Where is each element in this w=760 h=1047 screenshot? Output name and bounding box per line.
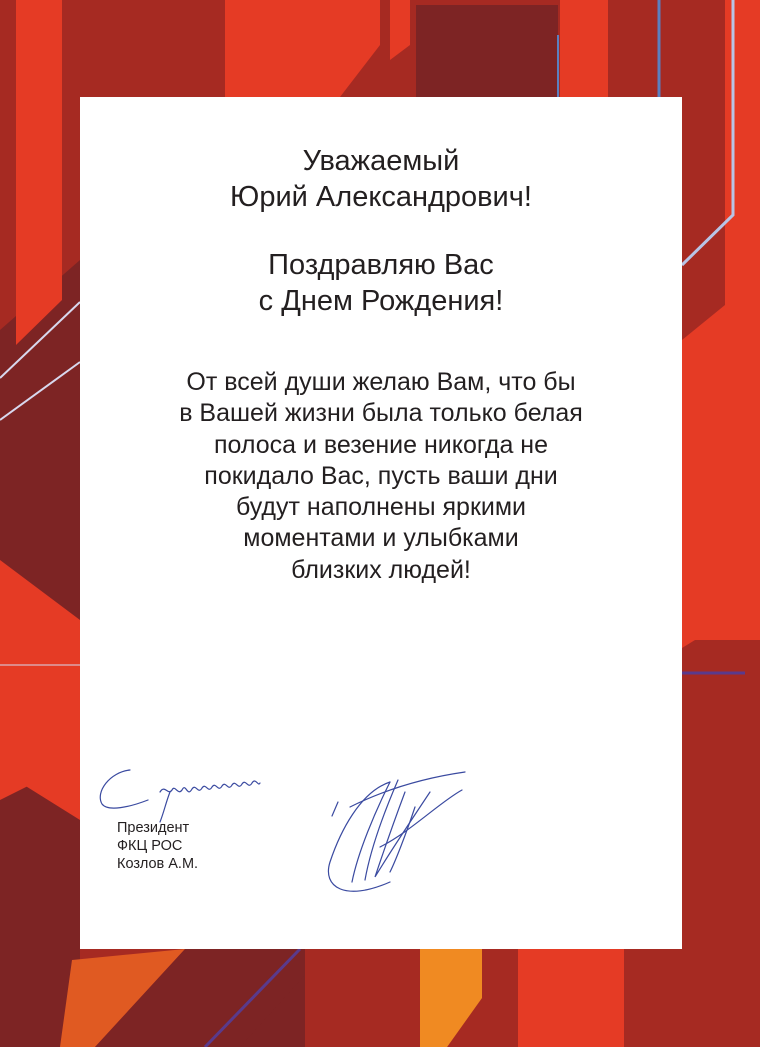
greeting-line-2: Юрий Александрович! — [230, 181, 532, 213]
body-line: моментами и улыбками — [243, 524, 519, 553]
body-line: будут наполнены яркими — [235, 493, 527, 522]
congrats-line-1: Поздравляю Вас — [268, 249, 494, 281]
congratulation-heading — [80, 247, 682, 319]
greeting-heading — [80, 143, 682, 215]
signatory-organization: ФКЦ РОС — [117, 838, 183, 854]
greeting-card — [80, 97, 682, 949]
greeting-line-1: Уважаемый — [302, 145, 460, 177]
body-line: покидало Вас, пусть ваши дни — [204, 461, 558, 490]
signatory-block — [117, 819, 198, 873]
wishes-paragraph — [80, 367, 682, 586]
signatory-title: Президент — [117, 820, 190, 836]
congrats-line-2: с Днем Рождения! — [258, 285, 504, 317]
signatory-name: Козлов А.М. — [117, 856, 199, 872]
body-line: От всей души желаю Вам, что бы — [186, 368, 576, 396]
body-line: полоса и везение никогда не — [213, 430, 549, 459]
body-line: в Вашей жизни была только белая — [179, 399, 583, 428]
body-line: близких людей! — [291, 555, 471, 584]
